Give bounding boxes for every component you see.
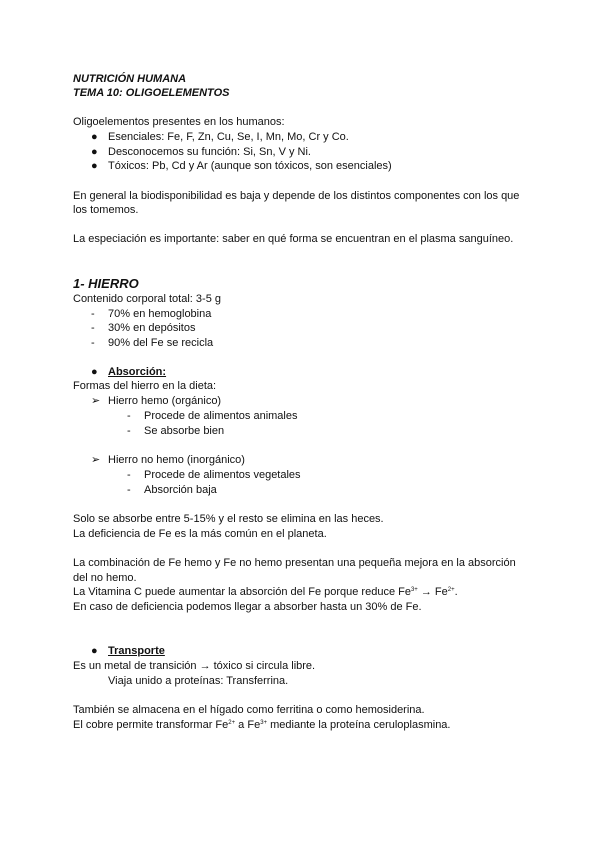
hemo-absorbe: Se absorbe bien <box>144 425 225 437</box>
metal-transicion: Es un metal de transición → tóxico si circula libre. <box>73 660 316 672</box>
dash-marker: - <box>127 410 131 422</box>
para-biodisponibilidad-2: los tomemos. <box>73 204 139 216</box>
cobre-end: mediante la proteína ceruloplasmina. <box>267 719 451 731</box>
vitamina-c-line <box>73 586 458 599</box>
para-especiacion: La especiación es importante: saber en qué forma se encuentran en el plasma sanguíneo. <box>73 233 514 245</box>
bullet-toxicos: Tóxicos: Pb, Cd y Ar (aunque son tóxicos, son esenciales) <box>108 160 392 172</box>
fe2-superscript: 2+ <box>228 720 236 726</box>
bullet-dot: ● <box>91 131 98 143</box>
subheading-absorcion: Absorción: <box>108 366 167 378</box>
deficiencia-absorber: En caso de deficiencia podemos llegar a absorber hasta un 30% de Fe. <box>73 601 422 613</box>
doc-subtitle: TEMA 10: OLIGOELEMENTOS <box>73 87 230 99</box>
bullet-desconocemos: Desconocemos su función: Si, Sn, V y Ni. <box>108 146 311 158</box>
fe3-superscript: 3+ <box>410 587 418 593</box>
bullet-dot: ● <box>91 146 98 158</box>
fe2-superscript: 2+ <box>447 587 455 593</box>
hierro-hemo: Hierro hemo (orgánico) <box>108 395 222 407</box>
cobre-line <box>73 719 451 732</box>
hierro-no-hemo: Hierro no hemo (inorgánico) <box>108 454 245 466</box>
stat-hemoglobina: 70% en hemoglobina <box>108 308 212 320</box>
stat-depositos: 30% en depósitos <box>108 322 196 334</box>
deficiencia-comun: La deficiencia de Fe es la más común en el planeta. <box>73 528 327 540</box>
dash-marker: - <box>91 322 95 334</box>
nohemo-absorcion: Absorción baja <box>144 484 217 496</box>
hemo-procede: Procede de alimentos animales <box>144 410 298 422</box>
almacena-higado: También se almacena en el hígado como ferritina o como hemosiderina. <box>73 704 425 716</box>
dash-marker: - <box>127 469 131 481</box>
doc-title: NUTRICIÓN HUMANA <box>73 73 187 85</box>
arrow-marker: ➢ <box>91 454 101 466</box>
vitamina-c-end: . <box>454 586 458 598</box>
formas-hierro: Formas del hierro en la dieta: <box>73 380 217 392</box>
combinacion-1: La combinación de Fe hemo y Fe no hemo presentan una pequeña mejora en la absorción <box>73 557 516 569</box>
bullet-dot: ● <box>91 160 98 172</box>
absorbe-porcentaje: Solo se absorbe entre 5-15% y el resto se elimina en las heces. <box>73 513 384 525</box>
subheading-transporte: Transporte <box>108 645 165 657</box>
intro-lead: Oligoelementos presentes en los humanos: <box>73 116 285 128</box>
stat-recicla: 90% del Fe se recicla <box>108 337 214 349</box>
fe3-superscript: 3+ <box>260 720 268 726</box>
contenido-corporal: Contenido corporal total: 3-5 g <box>73 293 221 305</box>
dash-marker: - <box>91 337 95 349</box>
bullet-dot: ● <box>91 366 98 378</box>
dash-marker: - <box>91 308 95 320</box>
dash-marker: - <box>127 484 131 496</box>
nohemo-procede: Procede de alimentos vegetales <box>144 469 301 481</box>
bullet-dot: ● <box>91 645 98 657</box>
para-biodisponibilidad-1: En general la biodisponibilidad es baja y depende de los distintos componentes con los que <box>73 190 520 202</box>
dash-marker: - <box>127 425 131 437</box>
combinacion-2: del no hemo. <box>73 572 137 584</box>
arrow-marker: ➢ <box>91 395 101 407</box>
vitamina-c-text: La Vitamina C puede aumentar la absorción del Fe porque reduce Fe <box>73 586 411 598</box>
cobre-text: El cobre permite transformar Fe <box>73 719 229 731</box>
section-heading-hierro: 1- HIERRO <box>73 276 139 291</box>
cobre-mid: a Fe <box>235 719 261 731</box>
viaja-unido: Viaja unido a proteínas: Transferrina. <box>108 675 289 687</box>
reduction-arrow: → Fe <box>417 586 448 598</box>
bullet-esenciales: Esenciales: Fe, F, Zn, Cu, Se, I, Mn, Mo, Cr y Co. <box>108 131 349 143</box>
